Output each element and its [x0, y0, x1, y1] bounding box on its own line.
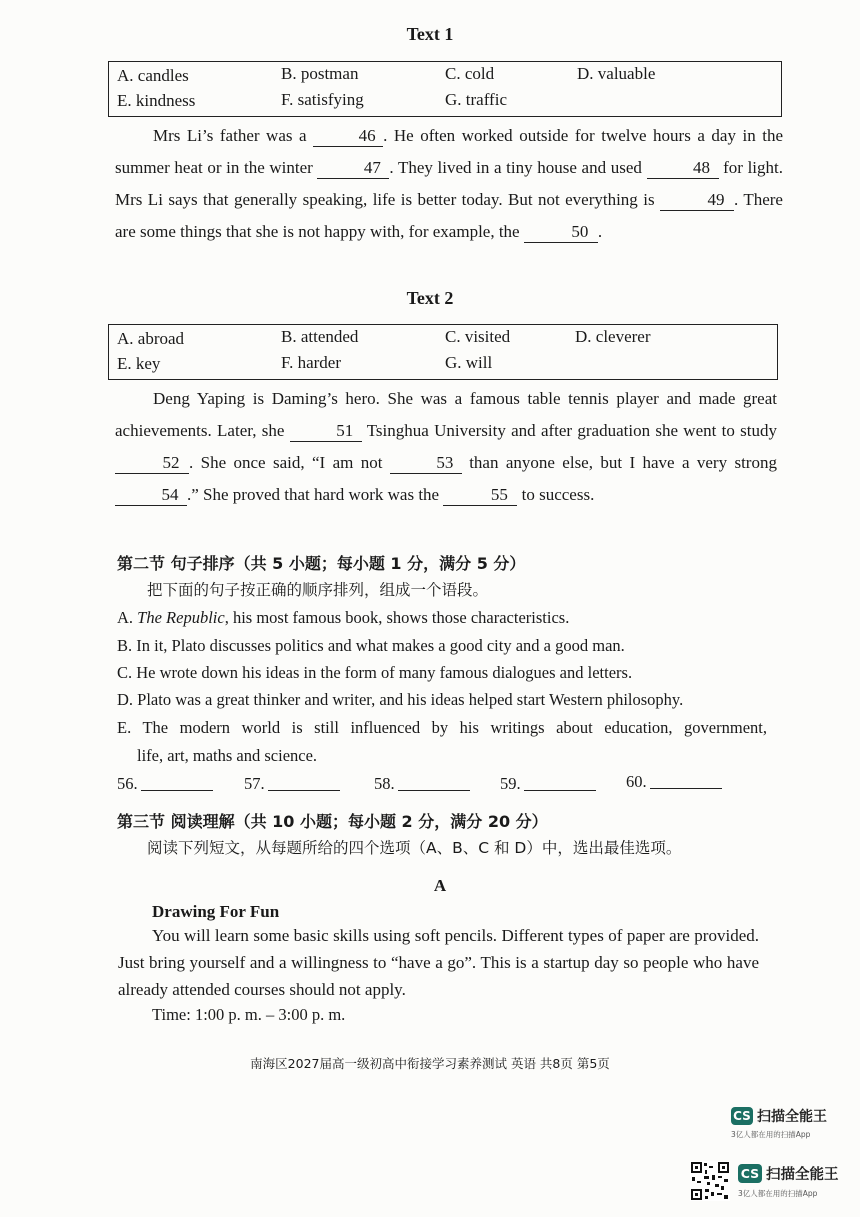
cloze-blank-53[interactable]: 53 — [390, 453, 462, 474]
cloze-blank-50[interactable]: 50 — [524, 222, 598, 243]
passage-text: . There are some things that she is not happy with, for example, the — [115, 190, 783, 241]
sentence-b: B. In it, Plato discusses politics and what makes a good city and a good man. — [117, 636, 625, 655]
passage-text: .” She proved that hard work was the — [187, 485, 444, 504]
scanner-watermark — [738, 1163, 848, 1199]
passage-text: for light. Mrs Li says that generally speaking, life is better today. But not everything is — [115, 158, 783, 209]
passage-text: Tsinghua University and after graduation she went to study — [361, 421, 777, 440]
text1-option: A. candles — [117, 66, 189, 85]
cloze-blank-46[interactable]: 46 — [313, 126, 383, 147]
text2-option: D. cleverer — [575, 327, 651, 346]
text1-passage — [115, 120, 783, 248]
text1-option: B. postman — [281, 64, 359, 83]
watermark-brand: 扫描全能王 — [757, 1109, 827, 1125]
passage-text: . She once said, “I am not — [189, 453, 390, 472]
cs-logo-icon: CS — [731, 1107, 753, 1125]
cloze-blank-55[interactable]: 55 — [443, 485, 517, 506]
sentence-e: E. The modern world is still influenced by his writings about education, government, — [117, 718, 767, 737]
text2-option: E. key — [117, 354, 161, 373]
section2-heading: 第二节 句子排序（共 5 小题；每小题 1 分，满分 5 分） — [117, 554, 526, 573]
passage-text: . They lived in a tiny house and used — [389, 158, 647, 177]
passage-text: to success. — [517, 485, 595, 504]
cloze-blank-52[interactable]: 52 — [115, 453, 189, 474]
cloze-blank-54[interactable]: 54 — [115, 485, 187, 506]
text2-option: B. attended — [281, 327, 359, 346]
text2-title: Text 2 — [406, 288, 454, 308]
section3-instruction: 阅读下列短文，从每题所给的四个选项（A、B、C 和 D）中，选出最佳选项。 — [147, 839, 682, 857]
section2-instruction: 把下面的句子按正确的顺序排列，组成一个语段。 — [147, 581, 489, 599]
answer-blank-58[interactable]: 58. — [374, 774, 470, 794]
section3-heading: 第三节 阅读理解（共 10 小题；每小题 2 分，满分 20 分） — [117, 812, 548, 831]
text1-option: F. satisfying — [281, 90, 364, 109]
answer-blank-57[interactable]: 57. — [244, 774, 340, 794]
cloze-blank-48[interactable]: 48 — [647, 158, 719, 179]
scanner-watermark — [731, 1106, 841, 1140]
passage-text: Mrs Li’s father was a — [153, 126, 314, 145]
page-footer: 南海区2027届高一级初高中衔接学习素养测试 英语 共8页 第5页 — [250, 1056, 610, 1071]
article-time: Time: 1:00 p. m. – 3:00 p. m. — [152, 1005, 346, 1024]
sentence-e-continued: life, art, maths and science. — [137, 746, 318, 765]
sentence-d: D. Plato was a great thinker and writer, and his ideas helped start Western philosophy. — [117, 690, 684, 709]
text1-option: E. kindness — [117, 91, 196, 110]
cloze-blank-49[interactable]: 49 — [660, 190, 734, 211]
cloze-blank-51[interactable]: 51 — [290, 421, 362, 442]
text2-word-bank — [108, 324, 778, 380]
passage-text: . — [597, 222, 603, 241]
watermark-brand: 扫描全能王 — [766, 1167, 839, 1183]
passage-text: Deng Yaping is Daming’s hero. She was a famous table tennis player and made great achievements. Later, she — [115, 389, 777, 440]
answer-blank-60[interactable]: 60. — [626, 772, 722, 792]
text2-option: C. visited — [445, 327, 511, 346]
article-title: Drawing For Fun — [152, 902, 280, 921]
text1-option: C. cold — [445, 64, 495, 83]
passage-text: than anyone else, but I have a very strong — [461, 453, 777, 472]
sentence-a: A. The Republic, his most famous book, shows those characteristics. — [117, 608, 570, 627]
answer-blank-56[interactable]: 56. — [117, 774, 213, 794]
text1-title: Text 1 — [406, 24, 454, 44]
answer-blank-59[interactable]: 59. — [500, 774, 596, 794]
article-body: You will learn some basic skills using soft pencils. Different types of paper are provided. Just bring yourself and a willingness to “have a go”. This is a startup day so people who have already attended courses should not apply. — [118, 926, 759, 999]
text2-option: G. will — [445, 353, 493, 372]
passage-letter: A — [433, 876, 447, 895]
passage-text: . He often worked outside for twelve hours a day in the summer heat or in the winter — [115, 126, 783, 177]
text2-passage — [115, 383, 777, 511]
cs-logo-icon: CS — [738, 1164, 762, 1183]
qr-code-icon — [690, 1161, 730, 1201]
watermark-tagline: 3亿人都在用的扫描App — [738, 1189, 818, 1198]
cloze-blank-47[interactable]: 47 — [317, 158, 389, 179]
text2-option: A. abroad — [117, 329, 185, 348]
sentence-c: C. He wrote down his ideas in the form of many famous dialogues and letters. — [117, 663, 633, 682]
text1-word-bank — [108, 61, 782, 117]
text1-option: G. traffic — [445, 90, 507, 109]
text1-option: D. valuable — [577, 64, 656, 83]
text2-option: F. harder — [281, 353, 342, 372]
watermark-tagline: 3亿人都在用的扫描App — [731, 1130, 811, 1139]
